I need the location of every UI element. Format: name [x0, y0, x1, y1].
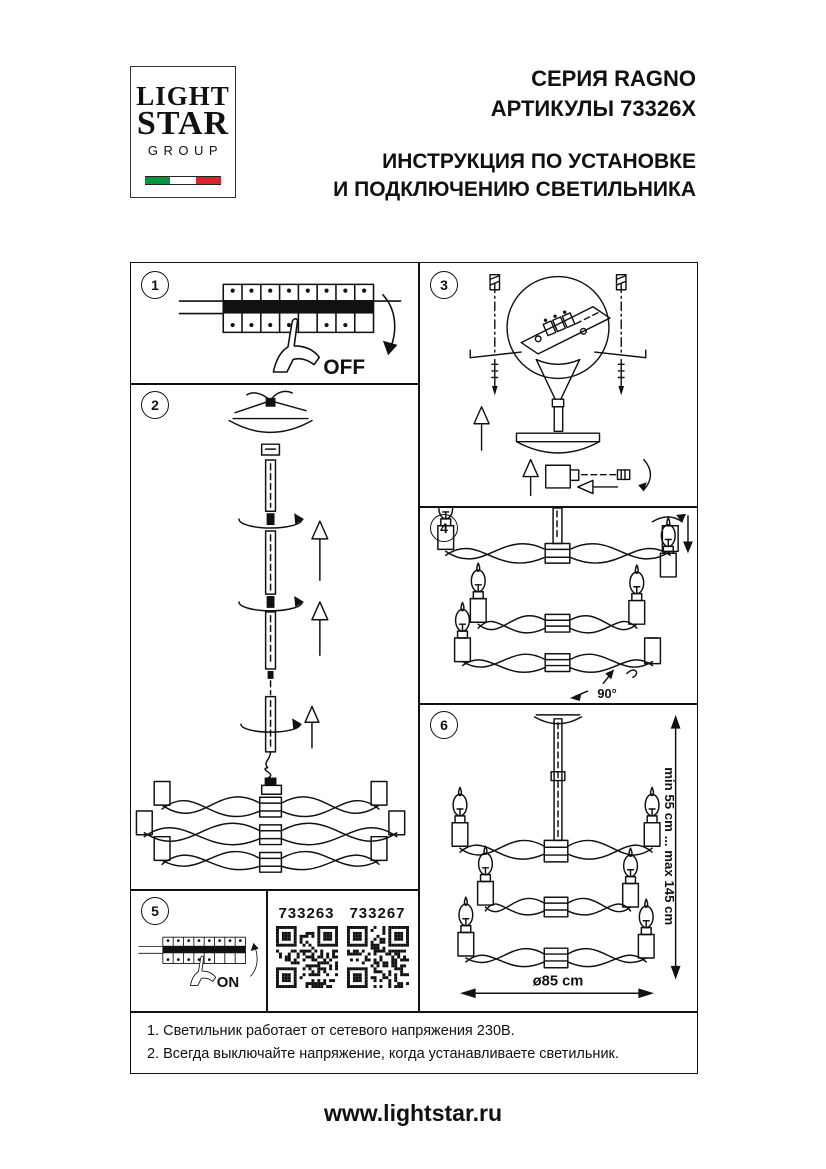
- step-6-panel: [418, 703, 697, 1011]
- step-1-panel: [131, 263, 418, 383]
- candle-bulb-icon: [455, 603, 471, 662]
- qr-codes-cell: [266, 889, 418, 1011]
- arrow-up-icon: [312, 602, 328, 620]
- step-2-panel: [131, 383, 418, 889]
- instruction-title: [333, 148, 696, 204]
- empty-socket-icon: [645, 638, 661, 664]
- diameter-dimension-label: ø85 cm: [532, 973, 584, 990]
- step-1-badge: 1: [141, 271, 169, 299]
- instruction-title-line2: И ПОДКЛЮЧЕНИЮ СВЕТИЛЬНИКА: [333, 178, 696, 201]
- candle-bulb-icon: [458, 897, 474, 956]
- step-6-badge: 6: [430, 711, 458, 739]
- arrow-up-icon: [251, 943, 259, 951]
- candle-bulb-icon: [470, 563, 486, 622]
- arrow-up-icon: [474, 407, 489, 424]
- step-4-badge: 4: [430, 514, 458, 542]
- step-3-badge: 3: [430, 271, 458, 299]
- ceiling-mount-diagram: [422, 269, 694, 503]
- empty-socket-icon: [662, 526, 678, 552]
- qr-block: [276, 905, 338, 988]
- off-label: OFF: [323, 356, 366, 379]
- step-5-badge: 5: [141, 897, 169, 925]
- candle-bulb-icon: [438, 508, 454, 549]
- qr-code-icon: [347, 926, 409, 988]
- angle-label: 90°: [597, 686, 617, 701]
- terminal-block: [541, 309, 574, 336]
- set-screw-icon: [617, 470, 629, 479]
- instruction-title-line1: ИНСТРУКЦИЯ ПО УСТАНОВКЕ: [382, 150, 696, 173]
- screw-icon: [618, 386, 624, 395]
- articles-title: АРТИКУЛЫ 73326X: [490, 96, 696, 121]
- qr-code-icon: [276, 926, 338, 988]
- qr-block: [347, 905, 409, 988]
- arrow-down-icon: [683, 541, 693, 553]
- flag-red: [196, 177, 221, 184]
- breaker-off-diagram: [169, 269, 409, 379]
- logo-text-star: STAR: [136, 105, 230, 142]
- arrow-up-icon: [312, 521, 328, 539]
- arrow-up-icon: [305, 707, 319, 723]
- logo-text-group: GROUP: [147, 143, 224, 158]
- fixture-dimensions-diagram: [420, 709, 696, 1007]
- step-2-badge: 2: [141, 391, 169, 419]
- safety-notes: [131, 1011, 697, 1073]
- candle-bulb-icon: [644, 787, 660, 846]
- website-link[interactable]: www.lightstar.ru: [323, 1100, 503, 1126]
- note-line: 2. Всегда выключайте напряжение, когда устанавливаете светильник.: [147, 1046, 619, 1062]
- step-3-panel: [418, 263, 697, 506]
- document-header: [333, 64, 696, 204]
- note-line: 1. Светильник работает от сетевого напряжения 230В.: [147, 1023, 515, 1039]
- series-title: СЕРИЯ RAGNO: [531, 66, 696, 91]
- italian-flag-bar: [145, 176, 221, 185]
- candle-bulb-icon: [629, 565, 645, 624]
- instruction-table: [130, 262, 698, 1074]
- arrow-left-icon: [578, 480, 593, 493]
- on-label: ON: [216, 974, 240, 992]
- article-number: 733263: [278, 905, 335, 922]
- bulb-install-diagram: [422, 508, 694, 701]
- candle-bulb-icon: [623, 848, 639, 907]
- article-number: 733267: [349, 905, 406, 922]
- arrow-down-icon: [383, 341, 398, 356]
- rod-assembly-diagram: [135, 387, 414, 885]
- arrow-up-icon: [523, 460, 538, 477]
- logo-text-light: LIGHT: [136, 81, 230, 111]
- breaker-on-diagram: [133, 911, 265, 1007]
- screw-icon: [492, 386, 498, 395]
- flag-green: [145, 177, 170, 184]
- lightstar-logo: [130, 66, 236, 198]
- step-5-panel: [131, 889, 266, 1011]
- step-4-panel: [418, 506, 697, 703]
- candle-bulb-icon: [452, 787, 468, 846]
- candle-bulb-icon: [638, 899, 654, 958]
- flag-white: [170, 177, 195, 184]
- height-dimension-label: min 55 cm ... max 145 cm: [661, 767, 677, 926]
